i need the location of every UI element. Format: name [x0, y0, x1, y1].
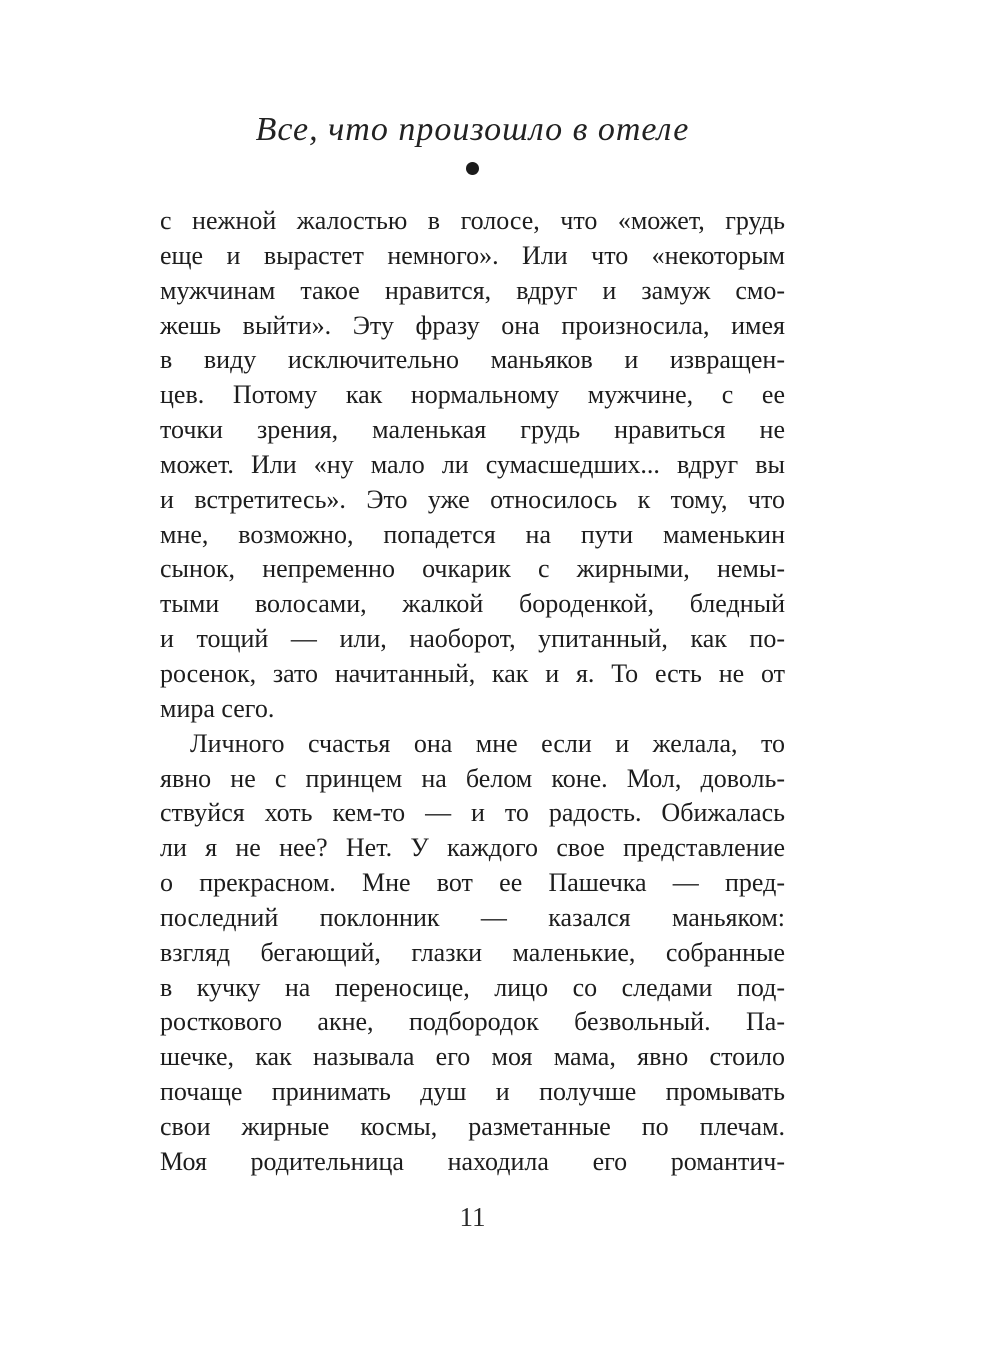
text-line: мне, возможно, попадется на пути маменькин [160, 519, 785, 549]
text-line: мужчинам такое нравится, вдруг и замуж смо- [160, 275, 785, 305]
text-line: росенок, зато начитанный, как и я. То есть не от [160, 658, 785, 688]
text-line: и тощий — или, наоборот, упитанный, как по- [160, 624, 785, 654]
text-line: в кучку на переносице, лицо со следами под- [160, 972, 785, 1002]
text-line: с нежной жалостью в голосе, что «может, грудь [160, 206, 785, 235]
page-number: 11 [459, 1202, 486, 1232]
separator-dot-icon [466, 162, 479, 175]
text-line: Моя родительница находила его романтич- [160, 1146, 785, 1176]
text-line: ли я не нее? Нет. У каждого свое представление [160, 833, 785, 863]
text-line: точки зрения, маленькая грудь нравиться не [160, 415, 785, 445]
text-line: и встретитесь». Это уже относилось к тому, что [160, 484, 785, 514]
text-line: почаще принимать душ и получше промывать [160, 1077, 785, 1107]
text-line: росткового акне, подбородок безвольный. Па- [160, 1007, 785, 1037]
text-line: еще и вырастет немного». Или что «некоторым [160, 240, 785, 270]
chapter-title: Все, что произошло в отеле [255, 111, 690, 148]
text-line: может. Или «ну мало ли сумасшедших... вдруг вы [160, 449, 785, 479]
text-line: Личного счастья она мне если и желала, то [190, 728, 785, 758]
text-line: о прекрасном. Мне вот ее Пашечка — пред- [160, 868, 785, 898]
text-line: мира сего. [160, 693, 275, 723]
text-line: ствуйся хоть кем-то — и то радость. Обижалась [160, 798, 785, 828]
text-line: сынок, непременно очкарик с жирными, немы- [160, 554, 785, 584]
text-line: последний поклонник — казался маньяком: [160, 902, 785, 932]
text-line: взгляд бегающий, глазки маленькие, собранные [160, 937, 785, 967]
text-line: жешь выйти». Эту фразу она произносила, имея [160, 310, 785, 340]
text-line: свои жирные космы, разметанные по плечам. [160, 1111, 785, 1141]
text-line: тыми волосами, жалкой бороденкой, бледный [160, 589, 785, 619]
body-text [160, 204, 785, 1180]
text-line: явно не с принцем на белом коне. Мол, доволь- [160, 763, 785, 793]
text-line: в виду исключительно маньяков и извращен- [160, 345, 785, 375]
text-line: цев. Потому как нормальному мужчине, с ее [160, 380, 785, 410]
text-line: шечке, как называла его моя мама, явно стоило [160, 1042, 785, 1072]
